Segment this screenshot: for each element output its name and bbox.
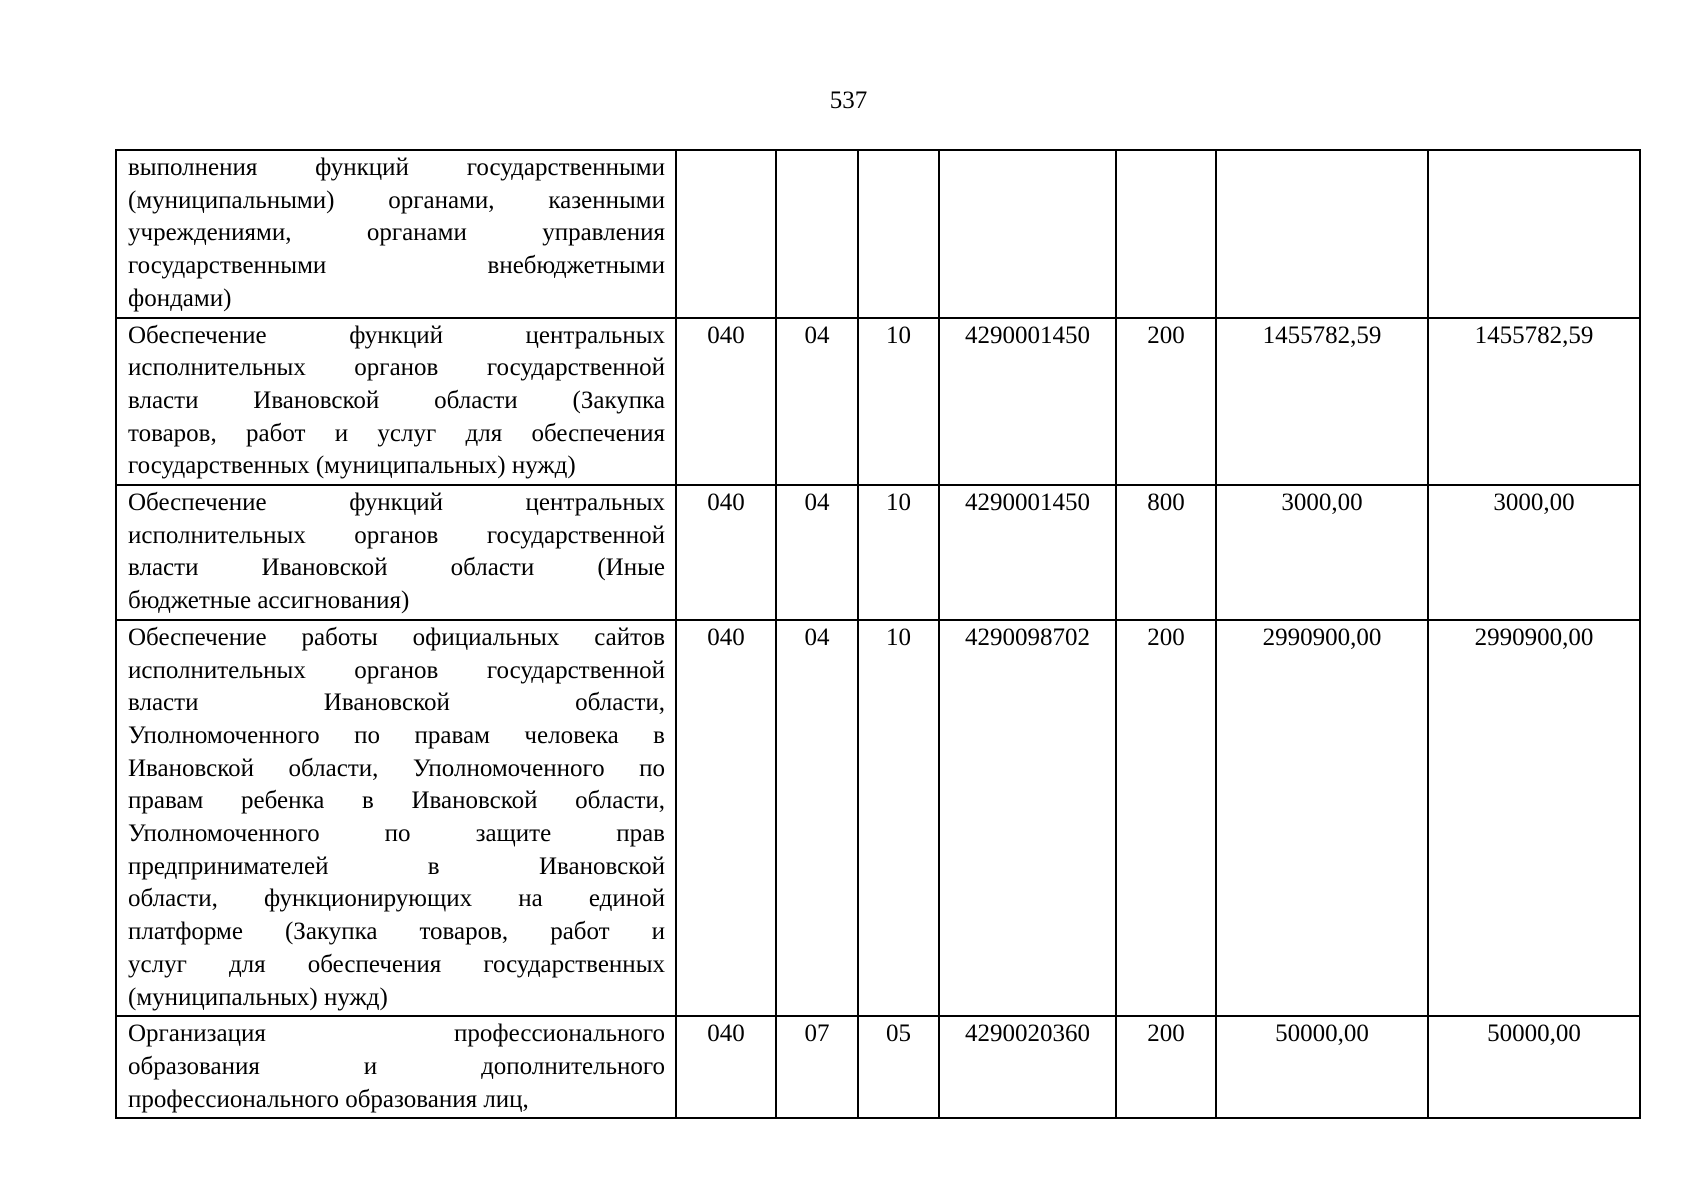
description-line: государственными внебюджетными <box>128 252 665 280</box>
subsection-code-cell: 10 <box>858 318 939 486</box>
description-line: (муниципальных) нужд) <box>128 983 388 1011</box>
description-line: Обеспечение функций центральных <box>128 489 665 517</box>
section-code-cell: 04 <box>776 485 858 620</box>
subsection-code-cell <box>858 150 939 318</box>
description-line: предпринимателей в Ивановской <box>128 852 665 880</box>
expense-type-cell: 200 <box>1116 1016 1216 1118</box>
table-row <box>116 150 1640 318</box>
gov-code-cell: 040 <box>676 620 776 1016</box>
description-cell <box>116 318 676 486</box>
description-line: товаров, работ и услуг для обеспечения <box>128 419 665 447</box>
subsection-code-cell: 10 <box>858 620 939 1016</box>
description-line: правам ребенка в Ивановской области, <box>128 787 665 815</box>
expense-type-cell: 200 <box>1116 318 1216 486</box>
description-line: профессионального образования лиц, <box>128 1085 529 1113</box>
expense-type-cell: 800 <box>1116 485 1216 620</box>
description-line: исполнительных органов государственной <box>128 521 665 549</box>
description-line: исполнительных органов государственной <box>128 656 665 684</box>
amount-year2-cell <box>1428 150 1640 318</box>
description-line: власти Ивановской области, <box>128 689 665 717</box>
amount-year2-cell: 50000,00 <box>1428 1016 1640 1118</box>
description-line: учреждениями, органами управления <box>128 219 665 247</box>
amount-year2-cell: 2990900,00 <box>1428 620 1640 1016</box>
description-line: государственных (муниципальных) нужд) <box>128 452 576 480</box>
description-line: фондами) <box>128 284 232 312</box>
description-cell <box>116 150 676 318</box>
description-line: Обеспечение работы официальных сайтов <box>128 623 665 651</box>
description-line: Обеспечение функций центральных <box>128 321 665 349</box>
amount-year1-cell: 3000,00 <box>1216 485 1428 620</box>
description-line: Уполномоченного по правам человека в <box>128 721 665 749</box>
gov-code-cell <box>676 150 776 318</box>
subsection-code-cell: 05 <box>858 1016 939 1118</box>
expense-type-cell <box>1116 150 1216 318</box>
amount-year1-cell: 2990900,00 <box>1216 620 1428 1016</box>
amount-year1-cell: 50000,00 <box>1216 1016 1428 1118</box>
table-row <box>116 485 1640 620</box>
target-article-cell: 4290001450 <box>939 485 1116 620</box>
table-row <box>116 1016 1640 1118</box>
amount-year1-cell <box>1216 150 1428 318</box>
target-article-cell: 4290020360 <box>939 1016 1116 1118</box>
section-code-cell: 07 <box>776 1016 858 1118</box>
description-line: области, функционирующих на единой <box>128 885 665 913</box>
description-line: выполнения функций государственными <box>128 154 665 181</box>
description-line: платформе (Закупка товаров, работ и <box>128 918 665 946</box>
description-line: исполнительных органов государственной <box>128 354 665 382</box>
amount-year2-cell: 3000,00 <box>1428 485 1640 620</box>
description-line: Ивановской области, Уполномоченного по <box>128 754 665 782</box>
description-line: услуг для обеспечения государственных <box>128 950 665 978</box>
description-line: Организация профессионального <box>128 1020 665 1048</box>
table-row <box>116 318 1640 486</box>
gov-code-cell: 040 <box>676 318 776 486</box>
section-code-cell: 04 <box>776 620 858 1016</box>
description-cell <box>116 620 676 1016</box>
target-article-cell <box>939 150 1116 318</box>
subsection-code-cell: 10 <box>858 485 939 620</box>
amount-year1-cell: 1455782,59 <box>1216 318 1428 486</box>
page-number: 537 <box>829 87 868 114</box>
gov-code-cell: 040 <box>676 1016 776 1118</box>
gov-code-cell: 040 <box>676 485 776 620</box>
target-article-cell: 4290098702 <box>939 620 1116 1016</box>
amount-year2-cell: 1455782,59 <box>1428 318 1640 486</box>
description-line: власти Ивановской области (Закупка <box>128 386 665 414</box>
section-code-cell <box>776 150 858 318</box>
table-body <box>116 150 1640 1118</box>
description-line: власти Ивановской области (Иные <box>128 554 665 582</box>
description-cell <box>116 485 676 620</box>
budget-table <box>115 149 1641 1119</box>
expense-type-cell: 200 <box>1116 620 1216 1016</box>
table-row <box>116 620 1640 1016</box>
description-cell <box>116 1016 676 1118</box>
description-line: (муниципальными) органами, казенными <box>128 186 665 214</box>
description-line: бюджетные ассигнования) <box>128 587 410 615</box>
target-article-cell: 4290001450 <box>939 318 1116 486</box>
description-line: Уполномоченного по защите прав <box>128 820 665 848</box>
description-line: образования и дополнительного <box>128 1052 665 1080</box>
section-code-cell: 04 <box>776 318 858 486</box>
